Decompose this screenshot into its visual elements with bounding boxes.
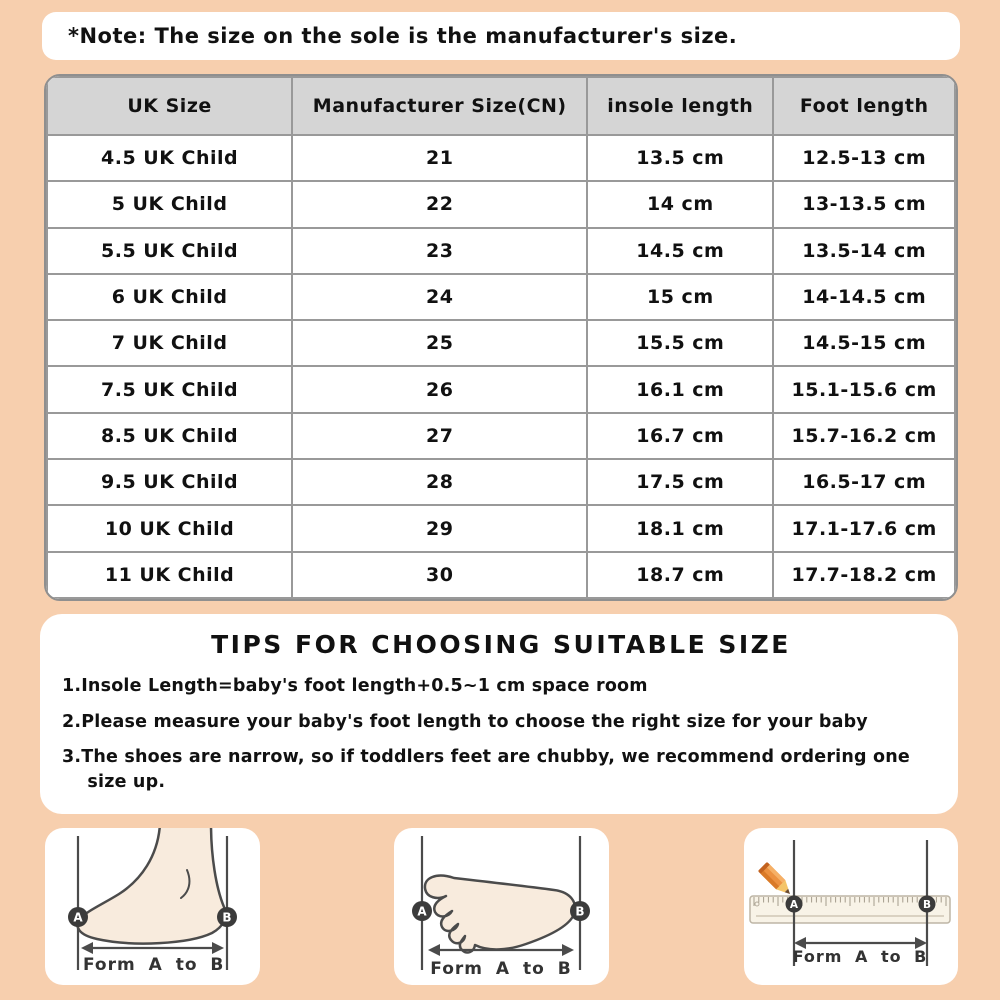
table-cell: 25 — [292, 320, 587, 366]
table-cell: 9.5 UK Child — [47, 459, 292, 505]
table-row — [47, 413, 955, 459]
table-cell: 13.5 cm — [587, 135, 773, 181]
ruler-icon — [744, 828, 958, 985]
table-row — [47, 459, 955, 505]
column-header: Foot length — [773, 77, 955, 135]
foot-side-shape — [78, 828, 226, 944]
table-cell: 26 — [292, 366, 587, 412]
pencil-icon — [758, 862, 795, 899]
foot-top-shape — [425, 876, 575, 953]
column-header: insole length — [587, 77, 773, 135]
table-header-row — [47, 77, 955, 135]
size-table-grid — [46, 76, 956, 599]
table-row — [47, 505, 955, 551]
table-cell: 16.1 cm — [587, 366, 773, 412]
table-cell: 14.5 cm — [587, 228, 773, 274]
table-cell: 24 — [292, 274, 587, 320]
table-cell: 7 UK Child — [47, 320, 292, 366]
note-card — [42, 12, 960, 60]
foot-top-icon — [394, 828, 609, 985]
table-row — [47, 135, 955, 181]
marker-b-letter: B — [222, 910, 232, 925]
table-cell: 23 — [292, 228, 587, 274]
table-cell: 13.5-14 cm — [773, 228, 955, 274]
table-cell: 7.5 UK Child — [47, 366, 292, 412]
marker-a-letter: A — [789, 899, 799, 911]
tips-item: 1.Insole Length=baby's foot length+0.5~1 cm space room — [62, 676, 648, 696]
arrow-head-left — [81, 942, 93, 954]
table-cell: 17.7-18.2 cm — [773, 552, 955, 598]
ruler-figure — [744, 828, 958, 985]
marker-a-letter: A — [73, 910, 83, 925]
table-cell: 16.5-17 cm — [773, 459, 955, 505]
table-cell: 17.5 cm — [587, 459, 773, 505]
size-table — [44, 74, 958, 601]
marker-a-letter: A — [417, 904, 427, 919]
tips-item: 2.Please measure your baby's foot length to choose the right size for your baby — [62, 711, 868, 732]
table-cell: 17.1-17.6 cm — [773, 505, 955, 551]
table-cell: 16.7 cm — [587, 413, 773, 459]
side-foot-figure — [45, 828, 260, 985]
table-cell: 14.5-15 cm — [773, 320, 955, 366]
table-cell: 21 — [292, 135, 587, 181]
table-cell: 27 — [292, 413, 587, 459]
table-cell: 10 UK Child — [47, 505, 292, 551]
note-text: *Note: The size on the sole is the manufacturer's size. — [68, 24, 738, 48]
table-cell: 18.1 cm — [587, 505, 773, 551]
table-cell: 28 — [292, 459, 587, 505]
figure-label: Form A to B — [430, 959, 572, 979]
table-cell: 14-14.5 cm — [773, 274, 955, 320]
table-cell: 30 — [292, 552, 587, 598]
table-row — [47, 366, 955, 412]
table-cell: 15.5 cm — [587, 320, 773, 366]
table-cell: 13-13.5 cm — [773, 181, 955, 227]
table-cell: 4.5 UK Child — [47, 135, 292, 181]
table-row — [47, 320, 955, 366]
figure-label: Form A to B — [792, 947, 928, 966]
top-foot-figure — [394, 828, 609, 985]
tips-title: TIPS FOR CHOOSING SUITABLE SIZE — [211, 630, 791, 659]
figure-label: Form A to B — [83, 955, 225, 975]
tips-item: 3.The shoes are narrow, so if toddlers feet are chubby, we recommend ordering one size up. — [62, 747, 910, 792]
table-cell: 11 UK Child — [47, 552, 292, 598]
table-row — [47, 552, 955, 598]
marker-b-letter: B — [575, 904, 585, 919]
table-cell: 5 UK Child — [47, 181, 292, 227]
tips-list — [62, 674, 940, 794]
table-row — [47, 181, 955, 227]
table-cell: 5.5 UK Child — [47, 228, 292, 274]
table-cell: 18.7 cm — [587, 552, 773, 598]
table-cell: 15.1-15.6 cm — [773, 366, 955, 412]
table-cell: 8.5 UK Child — [47, 413, 292, 459]
marker-b-letter: B — [922, 899, 932, 911]
table-cell: 14 cm — [587, 181, 773, 227]
arrow-head-right — [212, 942, 224, 954]
table-cell: 15.7-16.2 cm — [773, 413, 955, 459]
arrow-head-right — [562, 944, 574, 956]
foot-side-icon — [45, 828, 260, 985]
table-cell: 22 — [292, 181, 587, 227]
table-cell: 12.5-13 cm — [773, 135, 955, 181]
table-row — [47, 274, 955, 320]
table-cell: 15 cm — [587, 274, 773, 320]
arrow-head-left — [428, 944, 440, 956]
table-cell: 29 — [292, 505, 587, 551]
table-row — [47, 228, 955, 274]
column-header: Manufacturer Size(CN) — [292, 77, 587, 135]
table-cell: 6 UK Child — [47, 274, 292, 320]
tips-card — [40, 614, 958, 814]
column-header: UK Size — [47, 77, 292, 135]
